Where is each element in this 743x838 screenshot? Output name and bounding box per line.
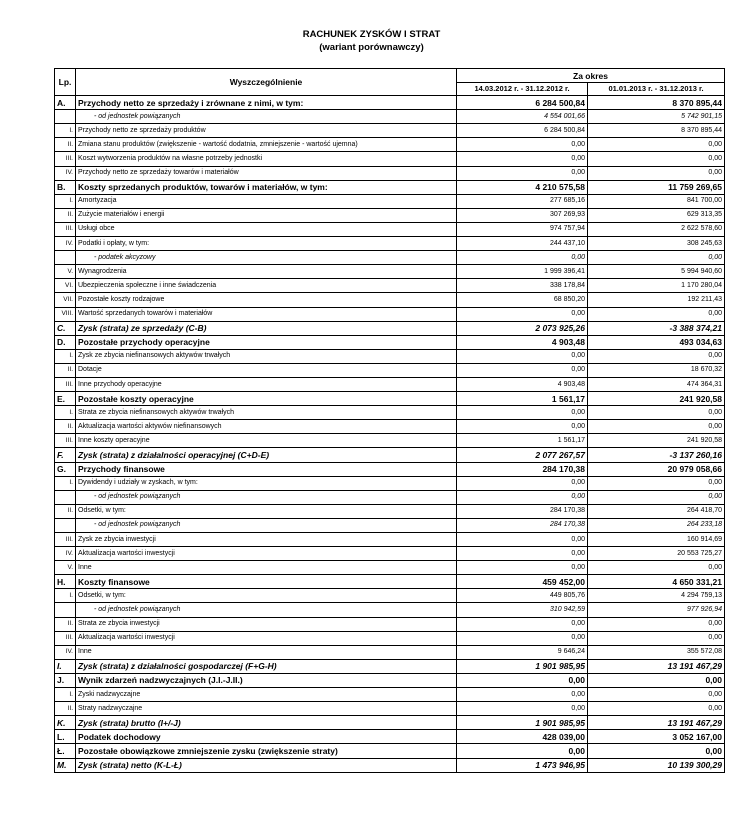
row-lp: II. bbox=[55, 617, 76, 631]
row-lp: VI. bbox=[55, 279, 76, 293]
row-value-period-2: 493 034,63 bbox=[588, 335, 725, 349]
row-description: Zyski nadzwyczajne bbox=[76, 688, 457, 702]
row-value-period-1: 0,00 bbox=[457, 406, 588, 420]
header-lp: Lp. bbox=[55, 69, 76, 96]
table-body bbox=[55, 96, 725, 773]
row-lp: I. bbox=[55, 589, 76, 603]
table-row bbox=[55, 490, 725, 504]
row-description: Zysk (strata) z działalności operacyjnej (C+D-E) bbox=[76, 448, 457, 462]
table-row bbox=[55, 321, 725, 335]
row-value-period-2: 264 233,18 bbox=[588, 518, 725, 532]
table-row bbox=[55, 335, 725, 349]
row-value-period-1: 428 039,00 bbox=[457, 730, 588, 744]
table-row bbox=[55, 392, 725, 406]
row-value-period-1: 244 437,10 bbox=[457, 237, 588, 251]
row-lp: I. bbox=[55, 194, 76, 208]
row-value-period-1: 284 170,38 bbox=[457, 504, 588, 518]
table-row bbox=[55, 222, 725, 236]
row-description: Aktualizacja wartości aktywów niefinansowych bbox=[76, 420, 457, 434]
row-value-period-2: 264 418,70 bbox=[588, 504, 725, 518]
row-value-period-1: 0,00 bbox=[457, 166, 588, 180]
row-description: Wartość sprzedanych towarów i materiałów bbox=[76, 307, 457, 321]
row-description: Zysk (strata) brutto (I+/-J) bbox=[76, 716, 457, 730]
row-value-period-1: 0,00 bbox=[457, 631, 588, 645]
row-lp: III. bbox=[55, 222, 76, 236]
table-row bbox=[55, 279, 725, 293]
row-lp: V. bbox=[55, 265, 76, 279]
row-value-period-2: 241 920,58 bbox=[588, 392, 725, 406]
row-description: Dywidendy i udziały w zyskach, w tym: bbox=[76, 476, 457, 490]
row-value-period-1: 0,00 bbox=[457, 251, 588, 265]
row-lp: E. bbox=[55, 392, 76, 406]
row-description: Zysk ze zbycia niefinansowych aktywów trwałych bbox=[76, 349, 457, 363]
row-lp: II. bbox=[55, 702, 76, 716]
row-description: Zużycie materiałów i energii bbox=[76, 208, 457, 222]
table-row bbox=[55, 673, 725, 687]
row-description: Pozostałe przychody operacyjne bbox=[76, 335, 457, 349]
row-description: - od jednostek powiązanych bbox=[76, 603, 457, 617]
row-value-period-2: 0,00 bbox=[588, 702, 725, 716]
row-lp bbox=[55, 518, 76, 532]
row-lp: H. bbox=[55, 575, 76, 589]
table-row bbox=[55, 659, 725, 673]
row-value-period-1: 2 073 925,26 bbox=[457, 321, 588, 335]
table-row bbox=[55, 589, 725, 603]
table-row bbox=[55, 645, 725, 659]
table-row bbox=[55, 702, 725, 716]
row-value-period-2: 0,00 bbox=[588, 307, 725, 321]
row-value-period-2: 5 742 901,15 bbox=[588, 110, 725, 124]
row-value-period-2: 0,00 bbox=[588, 420, 725, 434]
row-value-period-1: 0,00 bbox=[457, 673, 588, 687]
table-row bbox=[55, 110, 725, 124]
row-value-period-2: 11 759 269,65 bbox=[588, 180, 725, 194]
row-description: Amortyzacja bbox=[76, 194, 457, 208]
row-value-period-1: 0,00 bbox=[457, 744, 588, 758]
row-lp: IV. bbox=[55, 237, 76, 251]
row-value-period-1: 2 077 267,57 bbox=[457, 448, 588, 462]
table-row bbox=[55, 420, 725, 434]
row-value-period-1: 0,00 bbox=[457, 617, 588, 631]
table-row bbox=[55, 434, 725, 448]
row-lp: B. bbox=[55, 180, 76, 194]
row-lp: II. bbox=[55, 208, 76, 222]
row-value-period-2: 0,00 bbox=[588, 406, 725, 420]
row-lp: I. bbox=[55, 406, 76, 420]
row-lp: III. bbox=[55, 533, 76, 547]
row-lp bbox=[55, 251, 76, 265]
row-value-period-2: 18 670,32 bbox=[588, 363, 725, 377]
row-value-period-2: 4 294 759,13 bbox=[588, 589, 725, 603]
row-value-period-1: 0,00 bbox=[457, 476, 588, 490]
row-description: Zysk (strata) ze sprzedaży (C-B) bbox=[76, 321, 457, 335]
row-value-period-2: 8 370 895,44 bbox=[588, 124, 725, 138]
row-lp: III. bbox=[55, 377, 76, 391]
row-value-period-1: 0,00 bbox=[457, 702, 588, 716]
row-description: Dotacje bbox=[76, 363, 457, 377]
row-description: Przychody netto ze sprzedaży i zrównane z nimi, w tym: bbox=[76, 96, 457, 110]
row-value-period-2: 5 994 940,60 bbox=[588, 265, 725, 279]
row-description: Aktualizacja wartości inwestycji bbox=[76, 631, 457, 645]
row-lp: I. bbox=[55, 349, 76, 363]
row-value-period-1: 277 685,16 bbox=[457, 194, 588, 208]
row-description: Inne koszty operacyjne bbox=[76, 434, 457, 448]
row-description: Zmiana stanu produktów (zwiększenie - wartość dodatnia, zmniejszenie - wartość ujemna) bbox=[76, 138, 457, 152]
row-lp: L. bbox=[55, 730, 76, 744]
row-lp: V. bbox=[55, 561, 76, 575]
row-description: Podatki i opłaty, w tym: bbox=[76, 237, 457, 251]
table-row bbox=[55, 406, 725, 420]
row-value-period-2: 629 313,35 bbox=[588, 208, 725, 222]
row-description: Podatek dochodowy bbox=[76, 730, 457, 744]
row-value-period-2: 308 245,63 bbox=[588, 237, 725, 251]
row-value-period-1: 0,00 bbox=[457, 688, 588, 702]
table-row bbox=[55, 293, 725, 307]
row-value-period-2: 0,00 bbox=[588, 631, 725, 645]
row-value-period-1: 1 999 396,41 bbox=[457, 265, 588, 279]
table-row bbox=[55, 575, 725, 589]
row-value-period-1: 0,00 bbox=[457, 547, 588, 561]
row-description: Wynagrodzenia bbox=[76, 265, 457, 279]
row-value-period-2: 2 622 578,60 bbox=[588, 222, 725, 236]
table-row bbox=[55, 448, 725, 462]
row-description: Koszt wytworzenia produktów na własne potrzeby jednostki bbox=[76, 152, 457, 166]
row-description: - od jednostek powiązanych bbox=[76, 490, 457, 504]
row-value-period-1: 4 210 575,58 bbox=[457, 180, 588, 194]
row-value-period-1: 0,00 bbox=[457, 349, 588, 363]
row-value-period-1: 0,00 bbox=[457, 490, 588, 504]
row-lp: III. bbox=[55, 631, 76, 645]
row-lp: D. bbox=[55, 335, 76, 349]
row-value-period-1: 1 901 985,95 bbox=[457, 716, 588, 730]
row-value-period-1: 0,00 bbox=[457, 363, 588, 377]
row-value-period-1: 0,00 bbox=[457, 420, 588, 434]
table-row bbox=[55, 631, 725, 645]
income-statement-table bbox=[54, 68, 725, 773]
row-lp bbox=[55, 110, 76, 124]
table-row bbox=[55, 504, 725, 518]
row-lp: II. bbox=[55, 420, 76, 434]
row-lp: VIII. bbox=[55, 307, 76, 321]
row-lp: I. bbox=[55, 688, 76, 702]
table-row bbox=[55, 476, 725, 490]
row-lp: G. bbox=[55, 462, 76, 476]
row-lp: C. bbox=[55, 321, 76, 335]
row-value-period-2: 8 370 895,44 bbox=[588, 96, 725, 110]
table-row bbox=[55, 758, 725, 772]
table-row bbox=[55, 349, 725, 363]
row-value-period-1: 4 903,48 bbox=[457, 335, 588, 349]
row-value-period-1: 0,00 bbox=[457, 561, 588, 575]
row-value-period-2: 0,00 bbox=[588, 490, 725, 504]
row-lp: IV. bbox=[55, 166, 76, 180]
row-value-period-2: 977 926,94 bbox=[588, 603, 725, 617]
row-description: Przychody netto ze sprzedaży produktów bbox=[76, 124, 457, 138]
row-value-period-1: 0,00 bbox=[457, 138, 588, 152]
row-lp bbox=[55, 603, 76, 617]
row-description: Odsetki, w tym: bbox=[76, 589, 457, 603]
table-row bbox=[55, 716, 725, 730]
row-description: Zysk (strata) netto (K-L-Ł) bbox=[76, 758, 457, 772]
row-description: Inne przychody operacyjne bbox=[76, 377, 457, 391]
row-description: - od jednostek powiązanych bbox=[76, 110, 457, 124]
row-value-period-2: 0,00 bbox=[588, 561, 725, 575]
row-value-period-1: 4 554 001,66 bbox=[457, 110, 588, 124]
header-period-1: 14.03.2012 r. - 31.12.2012 r. bbox=[457, 83, 588, 96]
row-value-period-2: 20 979 058,66 bbox=[588, 462, 725, 476]
row-lp: I. bbox=[55, 659, 76, 673]
table-row bbox=[55, 166, 725, 180]
row-value-period-1: 974 757,94 bbox=[457, 222, 588, 236]
row-value-period-2: 0,00 bbox=[588, 251, 725, 265]
row-description: Koszty finansowe bbox=[76, 575, 457, 589]
row-value-period-1: 6 284 500,84 bbox=[457, 124, 588, 138]
row-value-period-2: 0,00 bbox=[588, 617, 725, 631]
row-value-period-2: 10 139 300,29 bbox=[588, 758, 725, 772]
row-description: Inne bbox=[76, 645, 457, 659]
row-description: Wynik zdarzeń nadzwyczajnych (J.I.-J.II.) bbox=[76, 673, 457, 687]
row-lp: II. bbox=[55, 363, 76, 377]
row-lp: K. bbox=[55, 716, 76, 730]
table-row bbox=[55, 138, 725, 152]
row-value-period-1: 6 284 500,84 bbox=[457, 96, 588, 110]
row-value-period-2: 0,00 bbox=[588, 349, 725, 363]
row-value-period-1: 0,00 bbox=[457, 152, 588, 166]
table-row bbox=[55, 462, 725, 476]
row-value-period-2: -3 137 260,16 bbox=[588, 448, 725, 462]
table-row bbox=[55, 251, 725, 265]
row-lp: I. bbox=[55, 124, 76, 138]
table-row bbox=[55, 124, 725, 138]
row-description: Odsetki, w tym: bbox=[76, 504, 457, 518]
row-value-period-1: 307 269,93 bbox=[457, 208, 588, 222]
row-value-period-1: 9 646,24 bbox=[457, 645, 588, 659]
table-header bbox=[55, 69, 725, 96]
row-lp: I. bbox=[55, 476, 76, 490]
header-period-2: 01.01.2013 r. - 31.12.2013 r. bbox=[588, 83, 725, 96]
row-value-period-2: 1 170 280,04 bbox=[588, 279, 725, 293]
row-lp: III. bbox=[55, 152, 76, 166]
row-value-period-2: 20 553 725,27 bbox=[588, 547, 725, 561]
row-value-period-1: 68 850,20 bbox=[457, 293, 588, 307]
row-value-period-1: 4 903,48 bbox=[457, 377, 588, 391]
row-lp: IV. bbox=[55, 645, 76, 659]
row-description: Strata ze zbycia niefinansowych aktywów trwałych bbox=[76, 406, 457, 420]
row-value-period-1: 0,00 bbox=[457, 307, 588, 321]
row-description: Inne bbox=[76, 561, 457, 575]
table-row bbox=[55, 96, 725, 110]
row-value-period-2: 0,00 bbox=[588, 152, 725, 166]
row-description: - podatek akcyzowy bbox=[76, 251, 457, 265]
row-value-period-1: 1 901 985,95 bbox=[457, 659, 588, 673]
row-value-period-2: 3 052 167,00 bbox=[588, 730, 725, 744]
row-description: Ubezpieczenia społeczne i inne świadczenia bbox=[76, 279, 457, 293]
row-lp: Ł. bbox=[55, 744, 76, 758]
row-value-period-1: 1 473 946,95 bbox=[457, 758, 588, 772]
row-lp bbox=[55, 490, 76, 504]
row-description: Przychody finansowe bbox=[76, 462, 457, 476]
table-row bbox=[55, 208, 725, 222]
row-value-period-2: 841 700,00 bbox=[588, 194, 725, 208]
row-value-period-1: 449 805,76 bbox=[457, 589, 588, 603]
table-row bbox=[55, 547, 725, 561]
table-row bbox=[55, 152, 725, 166]
row-lp: II. bbox=[55, 138, 76, 152]
row-description: Przychody netto ze sprzedaży towarów i materiałów bbox=[76, 166, 457, 180]
table-row bbox=[55, 265, 725, 279]
table-row bbox=[55, 180, 725, 194]
row-lp: F. bbox=[55, 448, 76, 462]
header-description: Wyszczególnienie bbox=[76, 69, 457, 96]
row-lp: VII. bbox=[55, 293, 76, 307]
table-row bbox=[55, 617, 725, 631]
row-value-period-2: 13 191 467,29 bbox=[588, 716, 725, 730]
table-row bbox=[55, 194, 725, 208]
table-row bbox=[55, 561, 725, 575]
row-value-period-2: 4 650 331,21 bbox=[588, 575, 725, 589]
row-value-period-2: 0,00 bbox=[588, 138, 725, 152]
row-value-period-2: 160 914,69 bbox=[588, 533, 725, 547]
row-description: Straty nadzwyczajne bbox=[76, 702, 457, 716]
table-row bbox=[55, 730, 725, 744]
table-row bbox=[55, 363, 725, 377]
table-row bbox=[55, 533, 725, 547]
row-value-period-1: 459 452,00 bbox=[457, 575, 588, 589]
row-value-period-2: 0,00 bbox=[588, 166, 725, 180]
row-value-period-1: 284 170,38 bbox=[457, 462, 588, 476]
row-description: - od jednostek powiązanych bbox=[76, 518, 457, 532]
table-row bbox=[55, 307, 725, 321]
table-row bbox=[55, 518, 725, 532]
report-subtitle: (wariant porównawczy) bbox=[319, 42, 424, 53]
table-row bbox=[55, 237, 725, 251]
row-value-period-2: 355 572,08 bbox=[588, 645, 725, 659]
row-description: Koszty sprzedanych produktów, towarów i materiałów, w tym: bbox=[76, 180, 457, 194]
row-value-period-2: 13 191 467,29 bbox=[588, 659, 725, 673]
row-description: Strata ze zbycia inwestycji bbox=[76, 617, 457, 631]
row-value-period-2: 0,00 bbox=[588, 476, 725, 490]
row-lp: II. bbox=[55, 504, 76, 518]
row-description: Pozostałe obowiązkowe zmniejszenie zysku (zwiększenie straty) bbox=[76, 744, 457, 758]
row-value-period-1: 0,00 bbox=[457, 533, 588, 547]
row-value-period-1: 1 561,17 bbox=[457, 434, 588, 448]
row-lp: III. bbox=[55, 434, 76, 448]
row-lp: J. bbox=[55, 673, 76, 687]
row-description: Zysk (strata) z działalności gospodarczej (F+G-H) bbox=[76, 659, 457, 673]
row-value-period-2: 0,00 bbox=[588, 688, 725, 702]
table-row bbox=[55, 377, 725, 391]
row-description: Pozostałe koszty rodzajowe bbox=[76, 293, 457, 307]
row-description: Pozostałe koszty operacyjne bbox=[76, 392, 457, 406]
row-value-period-2: -3 388 374,21 bbox=[588, 321, 725, 335]
table-row bbox=[55, 744, 725, 758]
report-title: RACHUNEK ZYSKÓW I STRAT bbox=[302, 29, 441, 40]
row-value-period-1: 284 170,38 bbox=[457, 518, 588, 532]
row-value-period-1: 310 942,59 bbox=[457, 603, 588, 617]
row-lp: A. bbox=[55, 96, 76, 110]
row-lp: IV. bbox=[55, 547, 76, 561]
row-description: Aktualizacja wartości inwestycji bbox=[76, 547, 457, 561]
table-row bbox=[55, 688, 725, 702]
row-value-period-1: 338 178,84 bbox=[457, 279, 588, 293]
row-description: Usługi obce bbox=[76, 222, 457, 236]
row-description: Zysk ze zbycia inwestycji bbox=[76, 533, 457, 547]
row-value-period-2: 474 364,31 bbox=[588, 377, 725, 391]
report-title-block bbox=[0, 28, 743, 54]
row-value-period-2: 0,00 bbox=[588, 744, 725, 758]
row-value-period-2: 0,00 bbox=[588, 673, 725, 687]
row-value-period-1: 1 561,17 bbox=[457, 392, 588, 406]
row-lp: M. bbox=[55, 758, 76, 772]
row-value-period-2: 192 211,43 bbox=[588, 293, 725, 307]
row-value-period-2: 241 920,58 bbox=[588, 434, 725, 448]
header-period-group: Za okres bbox=[457, 69, 725, 83]
table-row bbox=[55, 603, 725, 617]
